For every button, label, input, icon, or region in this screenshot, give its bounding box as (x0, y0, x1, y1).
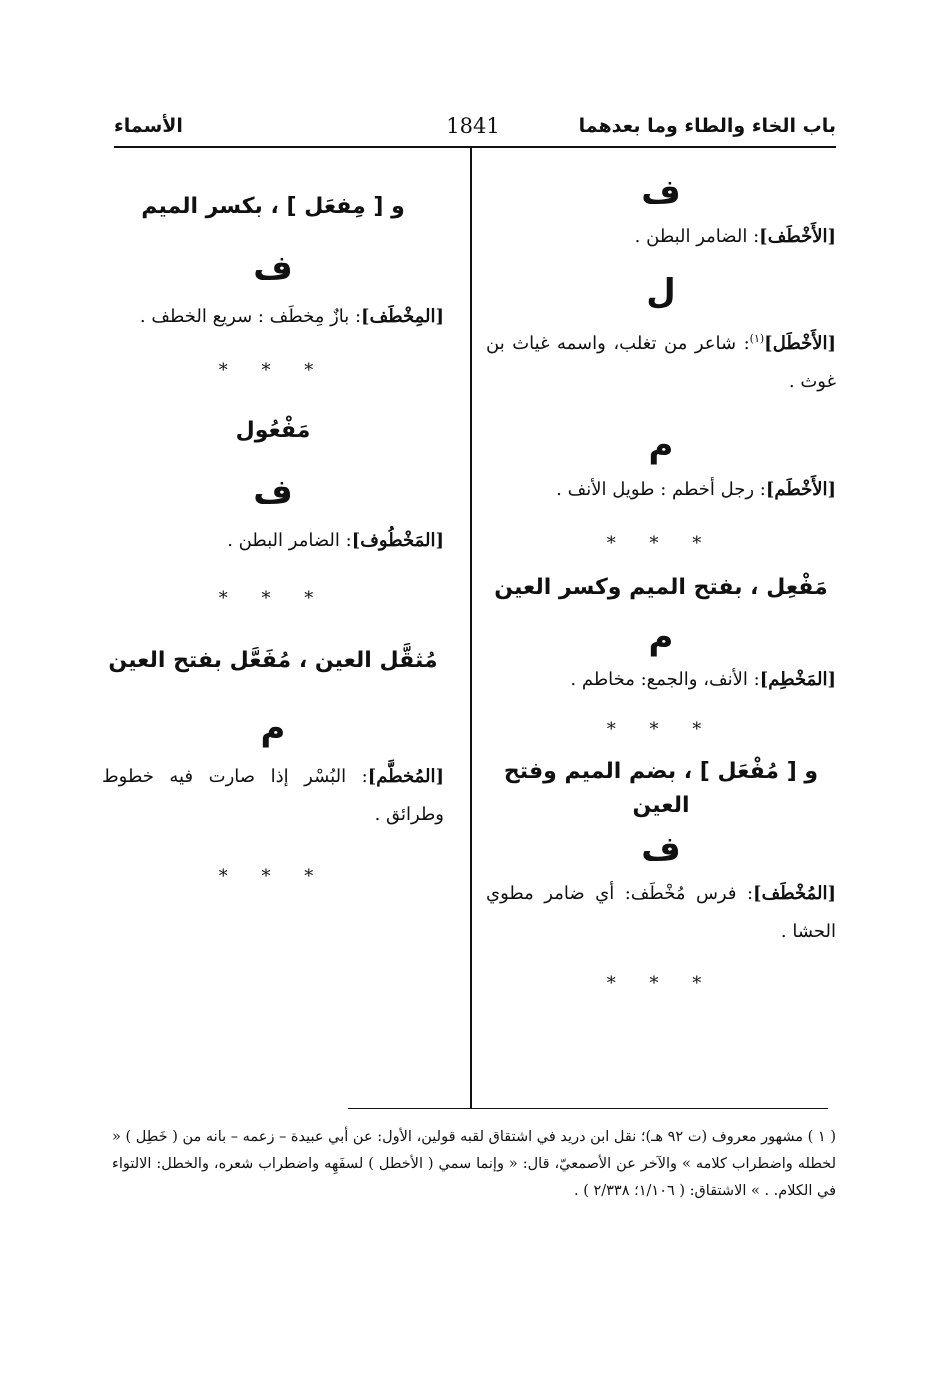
footnote-ref: (١) (749, 332, 765, 345)
section-heading: مُثقَّل العين ، مُفَعَّل بفتح العين (108, 648, 438, 673)
right-column (486, 170, 836, 999)
letter-heading: م (648, 617, 674, 657)
entry-makhtim (486, 661, 836, 699)
entry-term: [الأَخْطَف] (759, 226, 836, 247)
separator-stars: * * * (606, 533, 716, 554)
entry-mukhattam (102, 758, 444, 834)
entry-term: [المِخْطَف] (361, 306, 444, 327)
separator-stars: * * * (218, 360, 328, 381)
entry-definition: : الأنف، والجمع: مخاطم . (570, 669, 760, 690)
separator-stars: * * * (606, 973, 716, 994)
header-rule (114, 146, 836, 148)
letter-heading: ل (646, 272, 676, 312)
letter-heading: ف (253, 248, 293, 288)
section-heading: و [ مُفْعَل ] ، بضم الميم وفتح العين (503, 759, 819, 818)
page-number: 1841 (446, 114, 500, 138)
entry-term: [المَخْطِم] (759, 669, 836, 690)
entry-term: [المَخْطُوف] (351, 530, 444, 551)
entry-mikhtaf (102, 298, 444, 336)
entry-definition: : بازٌ مِخطَف : سريع الخطف . (139, 306, 362, 327)
section-heading: مَفْعِل ، بفتح الميم وكسر العين (494, 575, 828, 600)
entry-makhtoof (102, 522, 444, 560)
entry-definition: : رجل أخطم : طويل الأنف . (556, 479, 766, 500)
footnote: ( ١ ) مشهور معروف (ت ٩٢ هـ)؛ نقل ابن دريد في اشتقاق لقبه قولين، الأول: عن أبي عبيدة – زعمه – بانه من ( خَطِل ) « لخطله واضطراب كلامه » والآخر عن الأصمعيّ، قال: « وإنما سمي ( الأخطل ) لسفَهِه واضطراب شعره، والخطل: الالتواء في الكلام. . » الاشتقاق: ( ١/١٠٦؛ ٢/٣٣٨ ) . (112, 1129, 836, 1199)
entry-definition: : الضامر البطن . (227, 530, 352, 551)
letter-heading: ف (641, 172, 681, 212)
section-title: الأسماء (114, 115, 183, 137)
entry-term: [الأَخْطَم] (765, 479, 836, 500)
separator-stars: * * * (218, 588, 328, 609)
entry-akhtal (486, 320, 836, 401)
entry-term: [الأَخْطَل] (764, 333, 836, 354)
entry-akhtam (486, 471, 836, 509)
left-column (102, 190, 444, 892)
separator-stars: * * * (606, 719, 716, 740)
section-heading: مَفْعُول (235, 418, 311, 443)
entry-definition: : شاعر من تغلب، واسمه غياث بن غوث . (486, 333, 836, 392)
entry-definition: : البُسْر إذا صارت فيه خطوط وطرائق . (102, 766, 444, 825)
footnote-rule (348, 1108, 828, 1109)
column-divider (470, 148, 472, 1108)
entry-definition: : الضامر البطن . (634, 226, 760, 247)
entry-term: [المُخْطَف] (753, 883, 836, 904)
entry-mukhtaf (486, 875, 836, 951)
letter-heading: م (260, 708, 286, 748)
entry-term: [المُخطَّم] (367, 766, 444, 787)
letter-heading: ف (253, 472, 293, 512)
letter-heading: م (648, 425, 674, 465)
separator-stars: * * * (218, 866, 328, 887)
chapter-title: باب الخاء والطاء وما بعدهما (578, 115, 836, 137)
entry-definition: : فرس مُخْطَف: أي ضامر مطوي الحشا . (486, 883, 836, 942)
section-heading: و [ مِفعَل ] ، بكسر الميم (141, 194, 405, 219)
entry-akhtaf (486, 218, 836, 256)
letter-heading: ف (641, 829, 681, 869)
